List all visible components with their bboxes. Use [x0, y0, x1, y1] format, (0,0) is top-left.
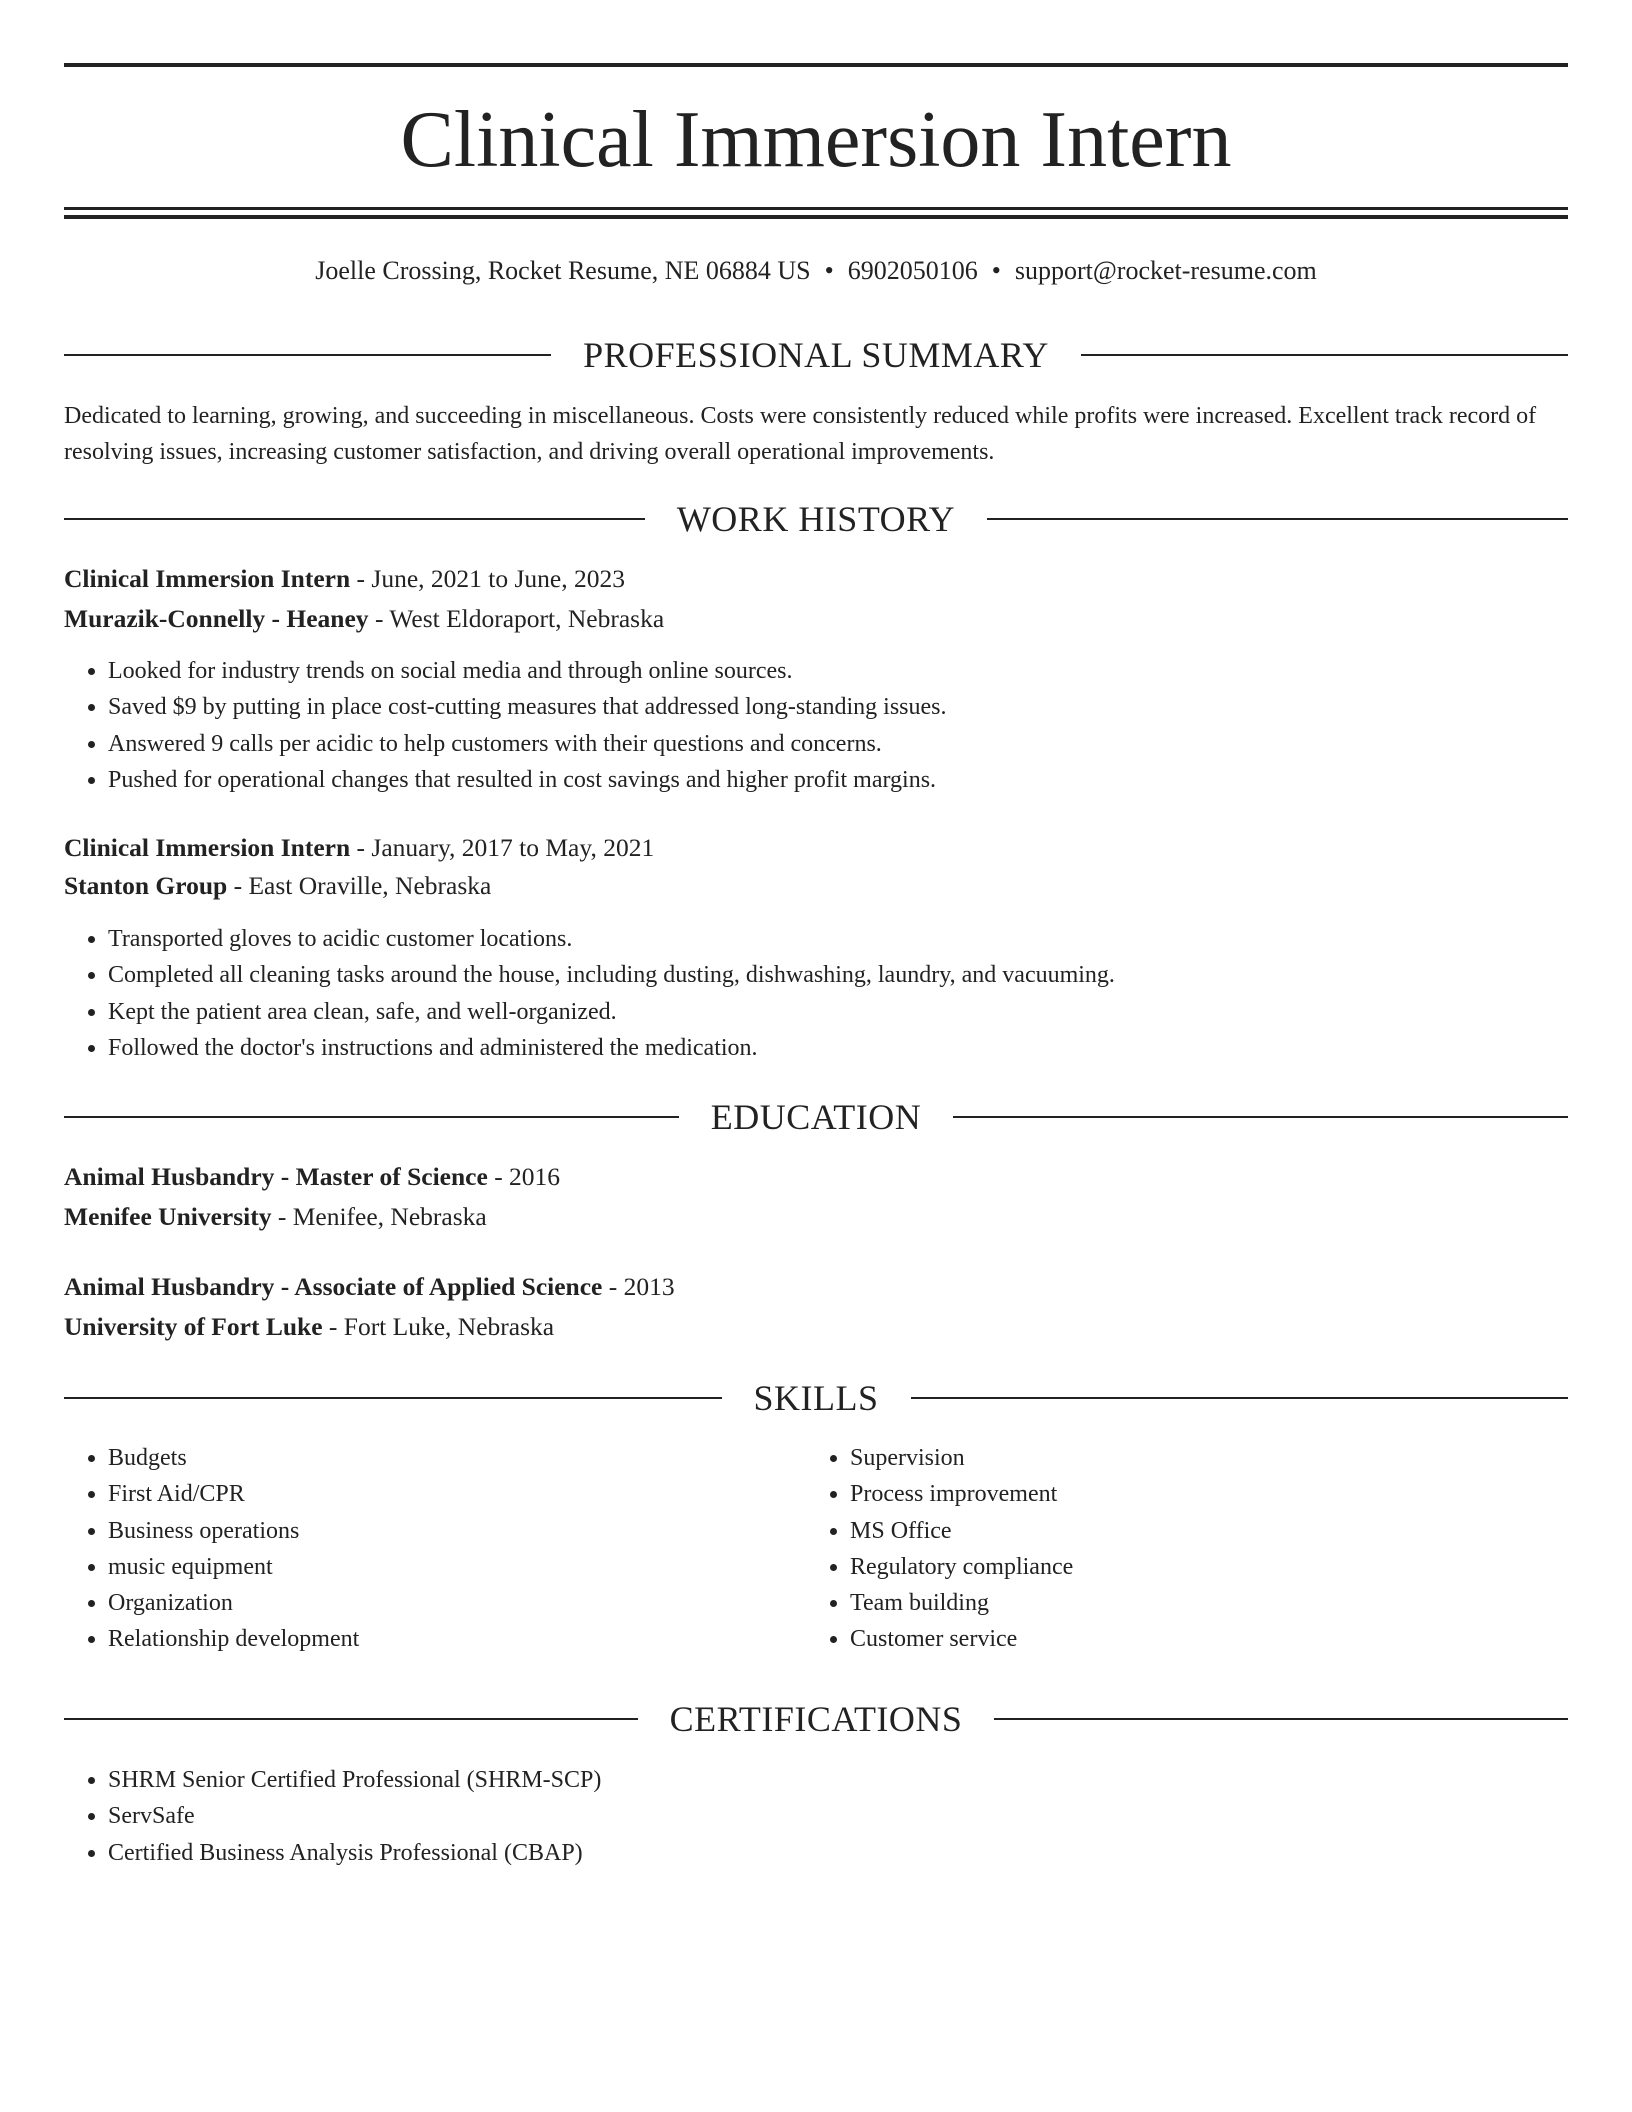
- job-company-line: [64, 868, 491, 904]
- heading-rule: [64, 518, 645, 520]
- school-line: [64, 1309, 554, 1345]
- contact-address: Joelle Crossing, Rocket Resume, NE 06884 US: [315, 256, 811, 285]
- skill-item: • First Aid/CPR: [108, 1476, 808, 1512]
- skill-item: • Business operations: [108, 1513, 808, 1549]
- section-heading-education: [64, 1095, 1568, 1139]
- certification-item: • Certified Business Analysis Professional (CBAP): [108, 1835, 601, 1871]
- heading-rule: [987, 518, 1568, 520]
- summary-text: Dedicated to learning, growing, and succeeding in miscellaneous. Costs were consistently reduced while profits were increased. Excellent track record of resolving issues, increasing customer satisfaction, and driving overall operational improvements.: [64, 403, 1537, 465]
- skill-item: • Customer service: [850, 1621, 1550, 1657]
- section-title: SKILLS: [753, 1378, 879, 1418]
- list-item: • Looked for industry trends on social media and through online sources.: [108, 653, 947, 689]
- skill-item: • music equipment: [108, 1549, 808, 1585]
- school-name: Menifee University: [64, 1202, 272, 1231]
- skill-item: • Process improvement: [850, 1476, 1550, 1512]
- heading-rule: [1081, 354, 1568, 356]
- section-title: WORK HISTORY: [676, 499, 956, 539]
- job-title: Clinical Immersion Intern: [64, 564, 351, 593]
- job-dates: - January, 2017 to May, 2021: [350, 833, 655, 862]
- certification-item: • ServSafe: [108, 1798, 601, 1834]
- contact-separator: •: [991, 256, 1001, 285]
- list-item: • Kept the patient area clean, safe, and well-organized.: [108, 994, 1115, 1030]
- heading-rule: [64, 1718, 638, 1720]
- skill-item: • Organization: [108, 1585, 808, 1621]
- section-heading-summary: [64, 333, 1568, 377]
- skill-item: • Budgets: [108, 1440, 808, 1476]
- top-rule: [64, 63, 1568, 67]
- list-item: • Completed all cleaning tasks around the house, including dusting, dishwashing, laundry, and vacuuming.: [108, 957, 1115, 993]
- job-dates: - June, 2021 to June, 2023: [350, 564, 625, 593]
- title-rule-upper: [64, 207, 1568, 210]
- degree-line: [64, 1159, 560, 1195]
- section-heading-work: [64, 497, 1568, 541]
- school-location: - Fort Luke, Nebraska: [322, 1312, 555, 1341]
- school-location: - Menifee, Nebraska: [271, 1202, 487, 1231]
- skill-item: • Supervision: [850, 1440, 1550, 1476]
- section-title: CERTIFICATIONS: [669, 1699, 963, 1739]
- job-location: - East Oraville, Nebraska: [227, 871, 492, 900]
- list-item: • Answered 9 calls per acidic to help customers with their questions and concerns.: [108, 726, 947, 762]
- section-title: EDUCATION: [710, 1097, 922, 1137]
- job-location: - West Eldoraport, Nebraska: [368, 604, 665, 633]
- job-title-line: [64, 561, 625, 597]
- contact-phone: 6902050106: [847, 256, 978, 285]
- job-bullets: [64, 653, 947, 798]
- list-item: • Pushed for operational changes that resulted in cost savings and higher profit margins.: [108, 762, 947, 798]
- job-bullets: [64, 921, 1115, 1066]
- section-title: PROFESSIONAL SUMMARY: [583, 335, 1049, 375]
- certifications-list: [64, 1762, 601, 1871]
- degree-name: Animal Husbandry - Master of Science: [64, 1162, 488, 1191]
- heading-rule: [911, 1397, 1569, 1399]
- contact-separator: •: [824, 256, 834, 285]
- job-title-line: [64, 830, 654, 866]
- skill-item: • Team building: [850, 1585, 1550, 1621]
- job-company: Stanton Group: [64, 871, 228, 900]
- skill-item: • MS Office: [850, 1513, 1550, 1549]
- degree-name: Animal Husbandry - Associate of Applied Science: [64, 1272, 603, 1301]
- heading-rule: [994, 1718, 1568, 1720]
- heading-rule: [64, 1116, 679, 1118]
- skill-item: • Relationship development: [108, 1621, 808, 1657]
- section-heading-skills: [64, 1376, 1568, 1420]
- degree-line: [64, 1269, 675, 1305]
- degree-year: - 2016: [487, 1162, 561, 1191]
- page-title: Clinical Immersion Intern: [400, 96, 1232, 184]
- title-rule-lower: [64, 215, 1568, 219]
- school-name: University of Fort Luke: [64, 1312, 323, 1341]
- contact-line: [64, 254, 1568, 288]
- contact-email: support@rocket-resume.com: [1014, 256, 1317, 285]
- heading-rule: [64, 1397, 722, 1399]
- list-item: • Transported gloves to acidic customer locations.: [108, 921, 1115, 957]
- heading-rule: [64, 354, 551, 356]
- skill-item: • Regulatory compliance: [850, 1549, 1550, 1585]
- section-heading-certifications: [64, 1697, 1568, 1741]
- list-item: • Saved $9 by putting in place cost-cutting measures that addressed long-standing issues.: [108, 689, 947, 725]
- certification-item: • SHRM Senior Certified Professional (SHRM-SCP): [108, 1762, 601, 1798]
- school-line: [64, 1199, 487, 1235]
- skills-list-right: [806, 1440, 1550, 1658]
- skills-list-left: [64, 1440, 808, 1658]
- job-company-line: [64, 601, 664, 637]
- list-item: • Followed the doctor's instructions and administered the medication.: [108, 1030, 1115, 1066]
- heading-rule: [953, 1116, 1568, 1118]
- degree-year: - 2013: [602, 1272, 675, 1301]
- job-title: Clinical Immersion Intern: [64, 833, 351, 862]
- job-company: Murazik-Connelly - Heaney: [64, 604, 369, 633]
